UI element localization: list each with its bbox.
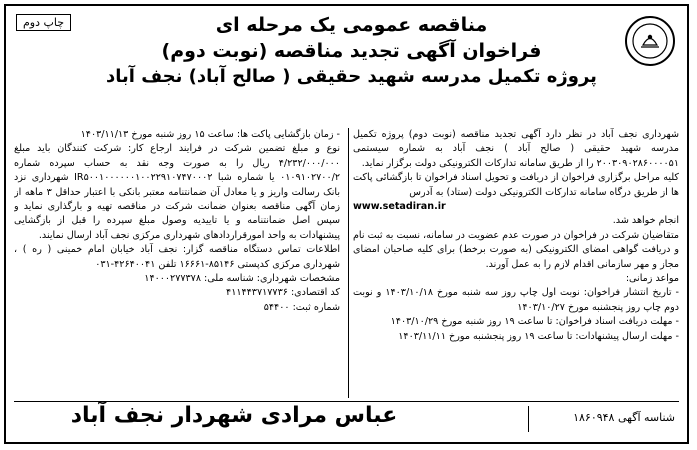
left-column [14,128,340,398]
registration-number: شماره ثبت: ۵۴۴۰۰ [263,301,340,313]
right-column [353,128,679,398]
submission-deadline: - مهلت ارسال پیشنهادات: تا ساعت ۱۹ روز پنجشنبه مورخ ۱۴۰۳/۱۱/۱۱ [398,330,679,342]
project-title: پروژه تکمیل مدرسه شهید حقیقی ( صالح آباد) نجف آباد [106,66,597,87]
tender-advertisement [4,4,689,444]
procedure-paragraph: کلیه مراحل برگزاری فراخوان از دریافت و تحویل اسناد فراخوان تا بازگشائی پاکت ها از طریق درگاه سامانه تدارکات الکترونیکی دولت (ستاد) به آدرس [353,172,679,198]
municipality-seal-icon [625,16,675,66]
announcement-title: فراخوان آگهی تجدید مناقصه (نوبت دوم) [161,40,542,62]
contact-info: اطلاعات تماس دستگاه مناقصه گزار: نجف آباد خیابان امام خمینی ( ره ) ، شهرداری مرکزی کدپستی ۸۵۱۴۶-۱۶۶۶۱ تلفن ۴۲۶۴۰۰۴۱-۰۳۱ [14,244,340,270]
registration-paragraph: متقاضیان شرکت در فراخوان در صورت عدم عضویت در سامانه، نسبت به ثبت نام و دریافت گواهی امضای الکترونیکی (به صورت برخط) برای کلیه صاحبان امضای مجاز و مهر سازمانی اقدام لازم را به عمل آورند. [353,229,679,270]
footer-divider [528,406,529,432]
title-block [86,12,617,89]
publish-date: - تاریخ انتشار فراخوان: نوبت اول چاپ روز سه شنبه مورخ ۱۴۰۳/۱۰/۱۸ و نوبت دوم چاپ روز پنجشنبه مورخ ۱۴۰۳/۱۰/۲۷ [353,287,679,313]
document-deadline: - مهلت دریافت اسناد فراخوان: تا ساعت ۱۹ روز شنبه مورخ ۱۴۰۳/۱۰/۲۹ [390,316,679,328]
guarantee-paragraph: نوع و مبلغ تضمین شرکت در فرایند ارجاع کار: شرکت کنندگان باید مبلغ ۴/۲۳۲/۰۰۰/۰۰۰ ریال را به صورت وجه نقد به حساب سپرده شماره ۰۱۰۹۱۰۲۷۰۰/۲ یا شماره شبا IR۵۰۰۱۰۰۰۰۰۰۱۰۰۲۲۹۱۰۷۴۷۰۰۰۲ شهرداری نزد بانک رسالت واریز و یا معادل آن ضمانتنامه معتبر بانکی با اعتبار حداقل ۳ ماهه از زمان آگهی مناقصه بعنوان ضمانت شرکت در مناقصه تهیه و بارگذاری نماید و سپس اصل ضمانتنامه و یا تاییدیه وصول مبلغ سپرده را قبل از بازگشایی پیشنهادات به واحد امورقراردادهای شهرداری مرکزی نجف آباد ارسال نمایند. [14,143,340,241]
national-id: مشخصات شهرداری: شناسه ملی: ۱۴۰۰۰۲۷۷۳۷۸ [144,273,340,285]
setad-url-link[interactable]: www.setadiran.ir [353,201,446,213]
opening-time: - زمان بازگشایی پاکت ها: ساعت ۱۵ روز شنبه مورخ ۱۴۰۳/۱۱/۱۳ [80,129,340,140]
tender-type-title: مناقصه عمومی یک مرحله ای [215,14,488,36]
footer [14,401,679,436]
body-columns [14,128,679,398]
ad-id: شناسه آگهی ۱۸۶۰۹۴۸ [573,411,675,424]
procedure-paragraph-end: انجام خواهد شد. [612,215,679,227]
economic-code: کد اقتصادی: ۴۱۱۴۴۳۷۱۷۷۳۶ [226,287,340,299]
column-divider [348,128,349,398]
intro-paragraph: شهرداری نجف آباد در نظر دارد آگهی تجدید مناقصه (نوبت دوم) پروژه تکمیل مدرسه شهید حقیقی ( صالح آباد ) نجف آباد به شماره سیستمی ۲۰۰۳۰۹۰۲۸۶۰۰۰۰۵۱ را از طریق سامانه تدارکات الکترونیکی دولت برگزار نماید. [353,129,679,169]
mayor-signature: عباس مرادی شهردار نجف آباد [70,403,398,428]
dates-title: مواعد زمانی: [625,273,679,285]
print-edition-badge: چاپ دوم [16,14,71,31]
